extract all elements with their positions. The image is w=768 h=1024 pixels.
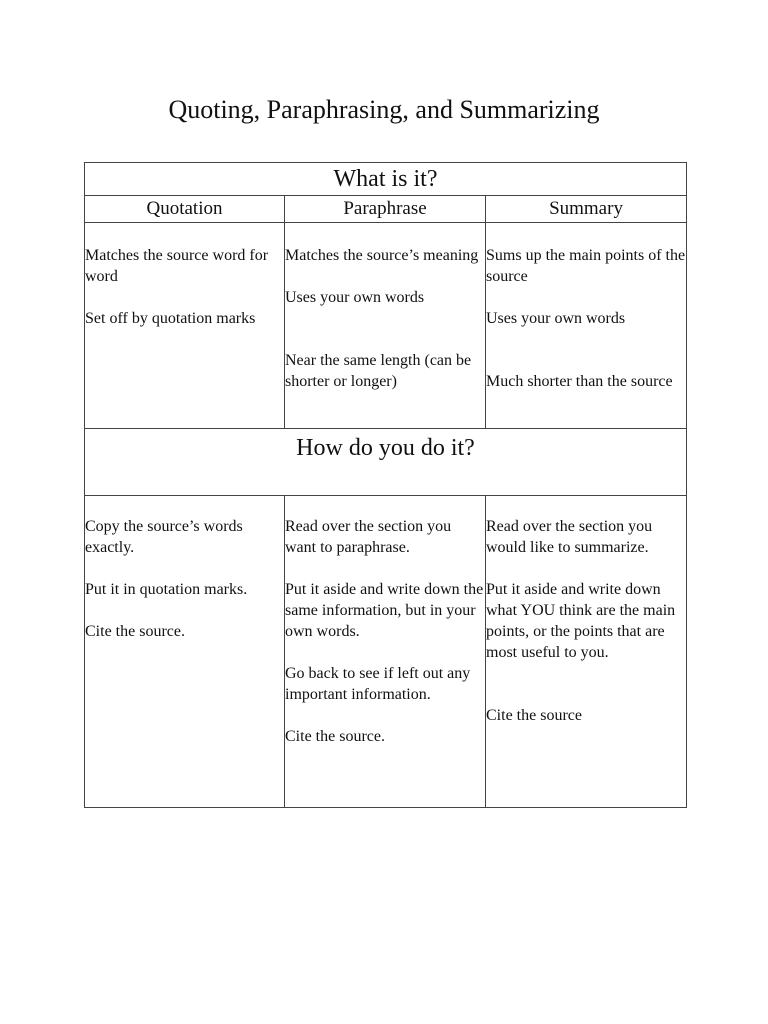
- what-paraphrase-text-3: Near the same length (can be shorter or longer): [285, 352, 472, 390]
- what-summary-text-3: Much shorter than the source: [486, 373, 673, 390]
- column-header-quotation: Quotation: [85, 196, 285, 223]
- how-paraphrase-text-1: Read over the section you want to paraphrase.: [285, 518, 452, 556]
- how-summary-text-2: Put it aside and write down what YOU think are the main points, or the points that are most useful to you.: [486, 581, 676, 661]
- how-row: [85, 496, 687, 808]
- comparison-table: [84, 162, 687, 808]
- what-quotation-text-1: Matches the source word for word: [85, 247, 269, 285]
- how-paraphrase-text-4: Cite the source.: [285, 728, 385, 745]
- how-quotation-text-2: Put it in quotation marks.: [85, 581, 248, 598]
- what-row: [85, 223, 687, 429]
- how-quotation-text-3: Cite the source.: [85, 623, 185, 640]
- how-paraphrase-cell: [285, 496, 486, 808]
- what-paraphrase-text-2: Uses your own words: [285, 289, 425, 306]
- how-do-you-do-it-header-text: How do you do it?: [296, 435, 475, 461]
- page-title: Quoting, Paraphrasing, and Summarizing: [168, 95, 600, 124]
- what-header-row: [85, 163, 687, 196]
- column-header-paraphrase: Paraphrase: [285, 196, 486, 223]
- how-quotation-cell: [85, 496, 285, 808]
- how-header-row: [85, 429, 687, 496]
- how-summary-cell: [486, 496, 687, 808]
- how-quotation-text-1: Copy the source’s words exactly.: [85, 518, 243, 556]
- what-paraphrase-cell: [285, 223, 486, 429]
- what-summary-text-1: Sums up the main points of the source: [486, 247, 686, 285]
- what-is-it-header: [85, 163, 687, 196]
- what-summary-cell: [486, 223, 687, 429]
- what-paraphrase-text-1: Matches the source’s meaning: [285, 247, 479, 264]
- what-summary-text-2: Uses your own words: [486, 310, 626, 327]
- how-summary-text-1: Read over the section you would like to summarize.: [486, 518, 653, 556]
- how-paraphrase-text-3: Go back to see if left out any important information.: [285, 665, 471, 703]
- how-paraphrase-text-2: Put it aside and write down the same information, but in your own words.: [285, 581, 484, 640]
- column-header-summary: Summary: [486, 196, 687, 223]
- how-summary-text-3: Cite the source: [486, 707, 582, 724]
- column-header-row: [85, 196, 687, 223]
- how-do-you-do-it-header: [85, 429, 687, 496]
- what-quotation-cell: [85, 223, 285, 429]
- what-quotation-text-2: Set off by quotation marks: [85, 310, 256, 327]
- what-is-it-header-text: What is it?: [333, 166, 438, 192]
